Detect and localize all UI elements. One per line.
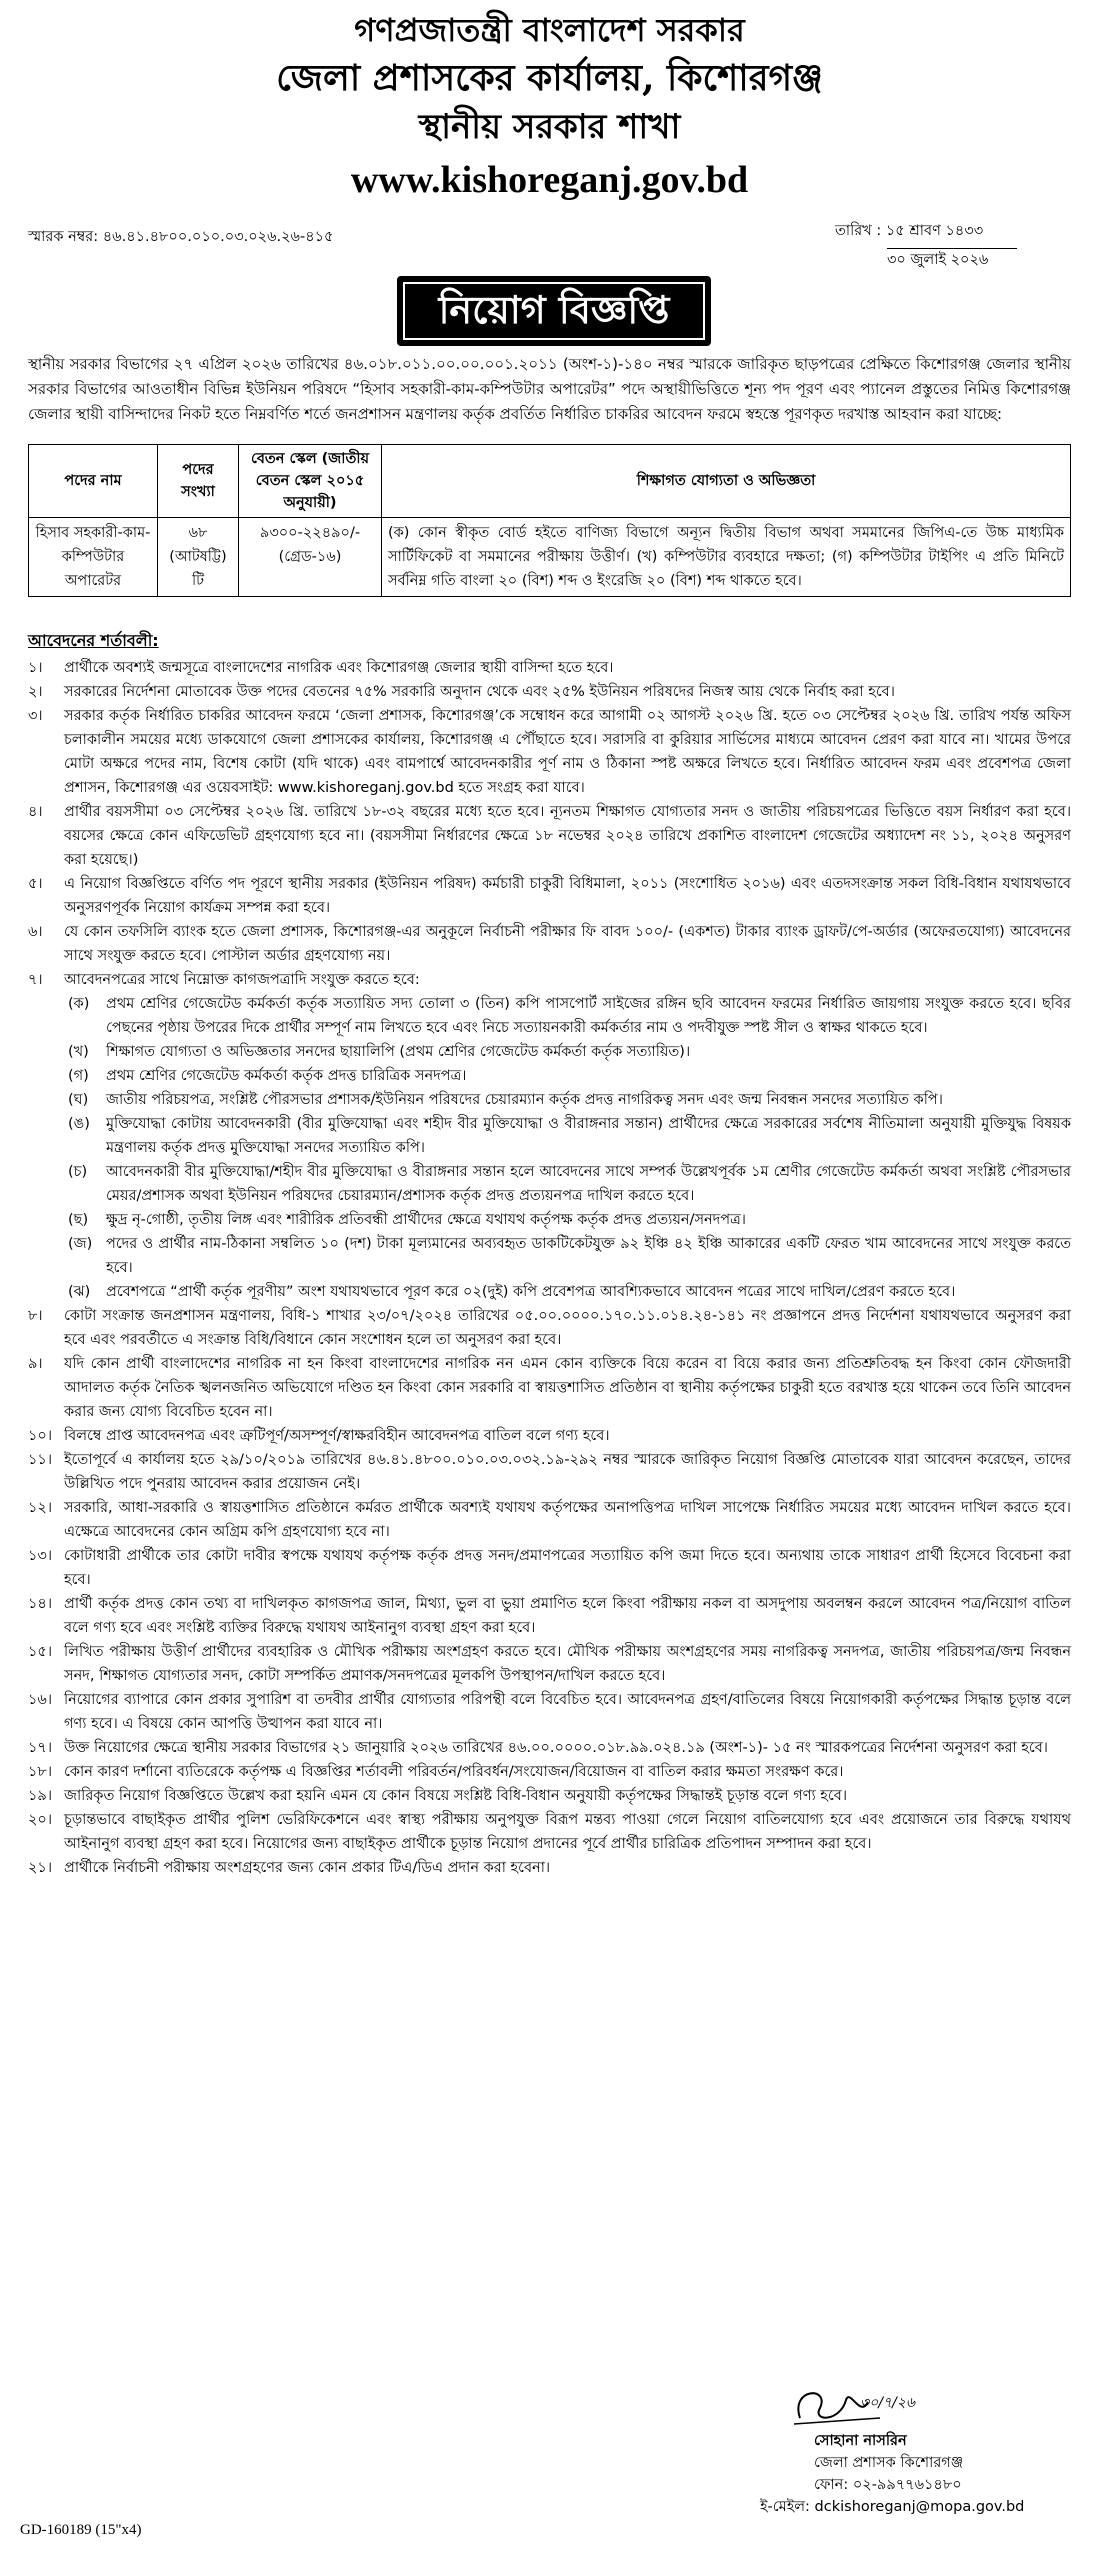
memo-number: স্মারক নম্বর: ৪৬.৪১.৪৮০০.০১০.০৩.০২৬.২৬-৪১৫ (28, 229, 334, 245)
condition-item (28, 680, 1071, 704)
condition-number: ১২। (28, 1500, 53, 1516)
condition-text: প্রার্থীকে নির্বাচনী পরীক্ষায় অংশগ্রহণের জন্য কোন প্রকার টিএ/ডিএ প্রদান করা হবেনা। (64, 1860, 551, 1876)
sub-condition-item (64, 1280, 1071, 1304)
sub-condition-text: মুক্তিযোদ্ধা কোটায় আবেদনকারী (বীর মুক্তিযোদ্ধা এবং শহীদ বীর মুক্তিযোদ্ধা ও বীরাঙ্গনার সন্তান) প্রার্থীদের ক্ষেত্রে সরকারের সর্বশেষ নীতিমালা অনুযায়ী মুক্তিযুদ্ধ বিষয়ক মন্ত্রণালয় কর্তৃক প্রদত্ত মুক্তিযোদ্ধা সনদের সত্যায়িত কপি। (106, 1116, 1071, 1156)
sub-condition-text: ক্ষুদ্র নৃ-গোষ্ঠী, তৃতীয় লিঙ্গ এবং শারীরিক প্রতিবন্ধী প্রার্থীদের ক্ষেত্রে যথাযথ কর্তৃপক্ষ কর্তৃক প্রদত্ত প্রত্যয়ন/সনদপত্র। (106, 1212, 746, 1228)
condition-number: ৩। (28, 708, 43, 724)
condition-item (28, 1544, 1071, 1592)
condition-text: যদি কোন প্রার্থী বাংলাদেশের নাগরিক না হন কিংবা বাংলাদেশের নাগরিক নন এমন কোন ব্যক্তিকে বিয়ে করেন বা বিয়ে করার জন্য প্রতিশ্রুতিবদ্ধ হন কিংবা কোন ফৌজদারী আদালত কর্তৃক নৈতিক স্খলনজনিত অভিযোগে দণ্ডিত হন কিংবা কোন সরকারি বা স্বায়ত্তশাসিত প্রতিষ্ঠান বা স্থানীয় কর্তৃপক্ষের চাকুরী হতে বরখাস্ত হয়ে থাকেন তবে তিনি আবেদন করার জন্য যোগ্য বিবেচিত হবেন না। (64, 1356, 1071, 1420)
condition-item (28, 1688, 1071, 1736)
header-post-name: পদের নাম (29, 445, 158, 518)
website-link[interactable]: www.kishoreganj.gov.bd (350, 159, 749, 201)
condition-item (28, 1592, 1071, 1640)
condition-number: ১৯। (28, 1788, 53, 1804)
condition-number: ১৫। (28, 1644, 53, 1660)
condition-text: এ নিয়োগ বিজ্ঞপ্তিতে বর্ণিত পদ পূরণে স্থানীয় সরকার (ইউনিয়ন পরিষদ) কর্মচারী চাকুরী বিধিমালা, ২০১১ (সংশোধিত ২০১৬) এবং এতদসংক্রান্ত সকল বিধি-বিধান যথাযথভাবে অনুসরণপূর্বক নিয়োগ কার্যক্রম সম্পন্ন করা হবে। (64, 876, 1071, 916)
section-title: স্থানীয় সরকার শাখা (418, 107, 681, 147)
header-qualification: শিক্ষাগত যোগ্যতা ও অভিজ্ঞতা (382, 445, 1071, 518)
condition-number: ১৭। (28, 1740, 53, 1756)
sub-condition-number: (ঝ) (68, 1284, 91, 1300)
condition-number: ১১। (28, 1452, 53, 1468)
signatory-email[interactable]: ই-মেইল: dckishoreganj@mopa.gov.bd (760, 2499, 1025, 2515)
signature-block (760, 2378, 1060, 2518)
condition-text: বিলম্বে প্রাপ্ত আবেদনপত্র এবং ত্রুটিপূর্ণ/অসম্পূর্ণ/স্বাক্ষরবিহীন আবেদনপত্র বাতিল বলে গণ্য হবে। (64, 1428, 610, 1444)
condition-item (28, 656, 1071, 680)
condition-item (28, 1736, 1071, 1760)
date-block (835, 220, 1035, 273)
condition-item (28, 1448, 1071, 1496)
header-post-count: পদের সংখ্যা (158, 445, 239, 518)
signatory-phone: ফোন: ০২-৯৯৭৭৬১৪৮০ (814, 2477, 962, 2493)
condition-item (28, 1760, 1071, 1784)
condition-item (28, 1640, 1071, 1688)
condition-number: ১৪। (28, 1596, 53, 1612)
condition-item (28, 872, 1071, 920)
condition-number: ১৬। (28, 1692, 53, 1708)
condition-text: সরকারি, আধা-সরকারি ও স্বায়ত্তশাসিত প্রতিষ্ঠানে কর্মরত প্রার্থীকে অবশ্যই যথাযথ কর্তৃপক্ষের অনাপত্তিপত্র দাখিল সাপেক্ষে নির্ধারিত সময়ের মধ্যে আবেদন দাখিল করতে হবে। এক্ষেত্রে আবেদনের কোন অগ্রিম কপি গ্রহণযোগ্য হবে না। (64, 1500, 1071, 1540)
condition-text: ইতোপূর্বে এ কার্যালয় হতে ২৯/১০/২০১৯ তারিখের ৪৬.৪১.৪৮০০.০১০.০৩.০৩২.১৯-২৯২ নম্বর স্মারকে জারিকৃত নিয়োগ বিজ্ঞপ্তি মোতাবেক যারা আবেদন করেছেন, তাদের উল্লিখিত পদে পুনরায় আবেদন করার প্রয়োজন নেই। (64, 1452, 1071, 1492)
condition-number: ১০। (28, 1428, 53, 1444)
condition-text: প্রার্থীকে অবশ্যই জন্মসূত্রে বাংলাদেশের নাগরিক এবং কিশোরগঞ্জ জেলার স্থায়ী বাসিন্দা হতে হবে। (64, 660, 614, 676)
office-title: জেলা প্রশাসকের কার্যালয়, কিশোরগঞ্জ (276, 57, 823, 99)
condition-text: কোটাধারী প্রার্থীকে তার কোটা দাবীর স্বপক্ষে যথাযথ কর্তৃপক্ষ কর্তৃক প্রদত্ত সনদ/প্রমাণপত্রের সত্যায়িত কপি জমা দিতে হবে। অন্যথায় তাকে সাধারণ প্রার্থী হিসেবে বিবেচনা করা হবে। (64, 1548, 1071, 1588)
condition-number: ৪। (28, 804, 43, 820)
sub-condition-item (64, 1208, 1071, 1232)
conditions-list (28, 656, 1071, 1880)
sub-condition-item (64, 1232, 1071, 1280)
condition-item (28, 1808, 1071, 1856)
sub-condition-item (64, 1112, 1071, 1160)
condition-text: প্রার্থী কর্তৃক প্রদত্ত কোন তথ্য বা দাখিলকৃত কাগজপত্র জাল, মিথ্যা, ভুল বা ভুয়া প্রমাণিত হলে কিংবা পরীক্ষায় নকল বা অসদুপায় অবলম্বন করলে আবেদন পত্র/নিয়োগ বাতিল বলে গণ্য হবে এবং সংশ্লিষ্ট ব্যক্তির বিরুদ্ধে যথাযথ আইনানুগ ব্যবস্থা গ্রহণ করা হবে। (64, 1596, 1071, 1636)
condition-text: উক্ত নিয়োগের ক্ষেত্রে স্থানীয় সরকার বিভাগের ২১ জানুয়ারি ২০২৬ তারিখের ৪৬.০০.০০০০.০১৮.৯৯.০২৪.১৯ (অংশ-১)- ১৫ নং স্মারকপত্রের নির্দেশনা অনুসরণ করা হবে। (64, 1740, 1048, 1756)
sub-condition-number: (ক) (68, 996, 90, 1012)
condition-text: প্রার্থীর বয়সসীমা ০৩ সেপ্টেম্বর ২০২৬ খ্রি. তারিখে ১৮-৩২ বছরের মধ্যে হতে হবে। ন্যূনতম শিক্ষাগত যোগ্যতার সনদ ও জাতীয় পরিচয়পত্রের ভিত্তিতে বয়স নির্ধারণ করা হবে। বয়সের ক্ষেত্রে কোন এফিডেভিট গ্রহণযোগ্য হবে না। (বয়সসীমা নির্ধারণের ক্ষেত্রে ১৮ নভেম্বর ২০২৪ তারিখে প্রকাশিত বাংলাদেশ গেজেটের অধ্যাদেশ নং ১১, ২০২৪ অনুসরণ করা হয়েছে।) (64, 804, 1071, 868)
condition-item (28, 704, 1071, 800)
condition-item (28, 968, 1071, 1304)
sub-condition-number: (জ) (68, 1236, 93, 1252)
sub-condition-number: (ঘ) (68, 1092, 89, 1108)
condition-text: লিখিত পরীক্ষায় উত্তীর্ণ প্রার্থীদের ব্যবহারিক ও মৌখিক পরীক্ষায় অংশগ্রহণ করতে হবে। মৌখিক পরীক্ষায় অংশগ্রহণের সময় নাগরিকত্ব সনদপত্র, জাতীয় পরিচয়পত্র/জন্ম নিবন্ধন সনদ, শিক্ষাগত যোগ্যতার সনদ, কোটা সম্পর্কিত প্রমাণক/সনদপত্রের মূলকপি উপস্থাপন/দাখিল করতে হবে। (64, 1644, 1071, 1684)
condition-number: ২। (28, 684, 43, 700)
sub-condition-item (64, 1064, 1071, 1088)
condition-text: সরকার কর্তৃক নির্ধারিত চাকরির আবেদন ফরমে ‘জেলা প্রশাসক, কিশোরগঞ্জ’কে সম্বোধন করে আগামী ০২ আগস্ট ২০২৬ খ্রি. হতে ০৩ সেপ্টেম্বর ২০২৬ খ্রি. তারিখ পর্যন্ত অফিস চলাকালীন সময়ের মধ্যে ডাকযোগে জেলা প্রশাসকের কার্যালয়, কিশোরগঞ্জ এ পৌঁছাতে হবে। সরাসরি বা কুরিয়ার সার্ভিসের মাধ্যমে আবেদন প্রেরণ করা যাবে না। খামের উপরে মোটা অক্ষরে পদের নাম, বিশেষ কোটা (যদি থাকে) এবং বামপার্শ্বে আবেদনকারীর পূর্ণ নাম ও ঠিকানা স্পষ্ট অক্ষরে লিখতে হবে। নির্ধারিত আবেদন ফরম এবং প্রবেশপত্র জেলা প্রশাসন, কিশোরগঞ্জ এর ওয়েবসাইট: www.kishoreganj.gov.bd হতে সংগ্রহ করা যাবে। (64, 708, 1071, 796)
condition-text: কোন কারণ দর্শানো ব্যতিরেকে কর্তৃপক্ষ এ বিজ্ঞপ্তির শর্তাবলী পরিবর্তন/পরিবর্ধন/সংযোজন/বিয়োজন বা বাতিল করার ক্ষমতা সংরক্ষণ করে। (64, 1764, 844, 1780)
condition-item (28, 920, 1071, 968)
sub-condition-text: পদের ও প্রার্থীর নাম-ঠিকানা সম্বলিত ১০ (দশ) টাকা মূল্যমানের অব্যবহৃত ডাকটিকেটযুক্ত ৯২ ইঞ্চি ৪২ ইঞ্চি আকারের একটি ফেরত খাম আবেদনের সাথে সংযুক্ত করতে হবে। (106, 1236, 1071, 1276)
condition-number: ৫। (28, 876, 43, 892)
condition-item (28, 1304, 1071, 1352)
sub-condition-number: (চ) (68, 1164, 88, 1180)
post-table (28, 444, 1071, 597)
sub-condition-text: শিক্ষাগত যোগ্যতা ও অভিজ্ঞতার সনদের ছায়ালিপি (প্রথম শ্রেণির গেজেটেড কর্মকর্তা কর্তৃক সত্যায়িত)। (106, 1044, 691, 1060)
condition-number: ১। (28, 660, 43, 676)
date-bangla: ১৫ শ্রাবণ ১৪৩৩ (885, 223, 984, 239)
sub-condition-number: (ঙ) (68, 1116, 90, 1132)
sub-condition-text: প্রথম শ্রেণির গেজেটেড কর্মকর্তা কর্তৃক সত্যায়িত সদ্য তোলা ৩ (তিন) কপি পাসপোর্ট সাইজের রঙ্গিন ছবি আবেদন ফরমের নির্ধারিত জায়গায় সংযুক্ত করতে হবে। ছবির পেছনের পৃষ্ঠায় উপরের দিকে প্রার্থীর সম্পূর্ণ নাম লিখতে হবে এবং নিচে সত্যায়নকারী কর্মকর্তার নাম ও পদবীযুক্ত স্পষ্ট সীল ও স্বাক্ষর থাকতে হবে। (106, 996, 1071, 1036)
condition-number: ১৩। (28, 1548, 53, 1564)
footer-code: GD-160189 (15"x4) (20, 2522, 142, 2538)
condition-number: ৯। (28, 1356, 43, 1372)
condition-text: যে কোন তফসিলি ব্যাংক হতে জেলা প্রশাসক, কিশোরগঞ্জ-এর অনুকূলে নির্বাচনী পরীক্ষার ফি বাবদ ১০০/- (একশত) টাকার ব্যাংক ড্রাফট/পে-অর্ডার (অফেরতযোগ্য) আবেদনের সাথে সংযুক্ত করতে হবে। পোস্টাল অর্ডার গ্রহণযোগ্য নয়। (64, 924, 1071, 964)
condition-number: ৭। (28, 972, 43, 988)
signatory-designation: জেলা প্রশাসক কিশোরগঞ্জ (814, 2455, 964, 2471)
condition-number: ২০। (28, 1812, 53, 1828)
sub-condition-number: (খ) (68, 1044, 89, 1060)
condition-number: ৮। (28, 1308, 43, 1324)
condition-item (28, 1784, 1071, 1808)
date-english: ৩০ জুলাই ২০২৬ (887, 248, 1017, 273)
condition-text: সরকারের নির্দেশনা মোতাবেক উক্ত পদের বেতনের ৭৫% সরকারি অনুদান থেকে এবং ২৫% ইউনিয়ন পরিষদের নিজস্ব আয় থেকে নির্বাহ করা হবে। (64, 684, 895, 700)
sub-condition-number: (গ) (68, 1068, 89, 1084)
condition-item (28, 1856, 1071, 1880)
table-header-row (29, 445, 1071, 518)
condition-item (28, 1496, 1071, 1544)
government-title: গণপ্রজাতন্ত্রী বাংলাদেশ সরকার (354, 11, 745, 49)
condition-item (28, 800, 1071, 872)
signature-image (760, 2378, 1060, 2430)
sub-condition-item (64, 1040, 1071, 1064)
sub-condition-number: (ছ) (68, 1212, 89, 1228)
sub-condition-item (64, 1088, 1071, 1112)
condition-text: কোটা সংক্রান্ত জনপ্রশাসন মন্ত্রণালয়, বিধি-১ শাখার ২৩/০৭/২০২৪ তারিখের ০৫.০০.০০০০.১৭০.১১.০১৪.২৪-১৪১ নং প্রজ্ঞাপনে প্রদত্ত নির্দেশনা যথাযথভাবে অনুসরণ করা হবে এবং পরবর্তীতে এ সংক্রান্ত বিধি/বিধানে কোন সংশোধন হলে তা অনুসরণ করা হবে। (64, 1308, 1071, 1348)
signature-date: ৩০/৭/২৬ (860, 2395, 915, 2411)
cell-qualification: (ক) কোন স্বীকৃত বোর্ড হইতে বাণিজ্য বিভাগে অন্যূন দ্বিতীয় বিভাগ অথবা সমমানের জিপিএ-তে উচ্চ মাধ্যমিক সার্টিফিকেট বা সমমানের পরীক্ষায় উত্তীর্ণ। (খ) কম্পিউটার ব্যবহারে দক্ষতা; (গ) কম্পিউটার টাইপিং এ প্রতি মিনিটে সর্বনিম্ন গতি বাংলা ২০ (বিশ) শব্দ ও ইংরেজি ২০ (বিশ) শব্দ থাকতে হবে। (382, 518, 1071, 597)
condition-number: ৬। (28, 924, 43, 940)
cell-post-name: হিসাব সহকারী-কাম-কম্পিউটার অপারেটর (29, 518, 158, 597)
sub-condition-text: আবেদনকারী বীর মুক্তিযোদ্ধা/শহীদ বীর মুক্তিযোদ্ধা ও বীরাঙ্গনার সন্তান হলে আবেদনের সাথে সম্পর্ক উল্লেখপূর্বক ১ম শ্রেণীর গেজেটেড কর্মকর্তা অথবা সংশ্লিষ্ট পৌরসভার মেয়র/প্রশাসক অথবা ইউনিয়ন পরিষদের চেয়ারম্যান/প্রশাসক কর্তৃক প্রদত্ত প্রত্যয়নপত্র দাখিল করতে হবে। (106, 1164, 1071, 1204)
sub-condition-item (64, 992, 1071, 1040)
condition-item (28, 1352, 1071, 1424)
condition-text: আবেদনপত্রের সাথে নিম্নোক্ত কাগজপত্রাদি সংযুক্ত করতে হবে: (64, 972, 420, 988)
cell-pay-scale: ৯৩০০-২২৪৯০/- (গ্রেড-১৬) (239, 518, 382, 597)
condition-number: ২১। (28, 1860, 53, 1876)
condition-text: নিয়োগের ব্যাপারে কোন প্রকার সুপারিশ বা তদবীর প্রার্থীর যোগ্যতার পরিপন্থী বলে বিবেচিত হবে। আবেদনপত্র গ্রহণ/বাতিলের বিষয়ে নিয়োগকারী কর্তৃপক্ষের সিদ্ধান্ত চূড়ান্ত বলে গণ্য হবে। এ বিষয়ে কোন আপত্তি উত্থাপন করা যাবে না। (64, 1692, 1071, 1732)
condition-number: ১৮। (28, 1764, 53, 1780)
intro-paragraph: স্থানীয় সরকার বিভাগের ২৭ এপ্রিল ২০২৬ তারিখের ৪৬.০১৮.০১১.০০.০০.০০১.২০১১ (অংশ-১)-১৪০ নম্বর স্মারকে জারিকৃত ছাড়পত্রের প্রেক্ষিতে কিশোরগঞ্জ জেলার স্থানীয় সরকার বিভাগের আওতাধীন বিভিন্ন ইউনিয়ন পরিষদে “হিসাব সহকারী-কাম-কম্পিউটার অপারেটর” পদে অস্থায়ীভিত্তিতে শূন্য পদ পূরণ এবং প্যানেল প্রস্তুতের নিমিত্ত কিশোরগঞ্জ জেলার স্থায়ী বাসিন্দাদের নিকট হতে নিম্নবর্ণিত শর্তে জনপ্রশাসন মন্ত্রণালয় কর্তৃক প্রবর্তিত নির্ধারিত চাকরির আবেদন ফরমে স্বহস্তে পূরণকৃত দরখাস্ত আহবান করা যাচ্ছে: (28, 355, 1071, 423)
condition-text: জারিকৃত নিয়োগ বিজ্ঞপ্তিতে উল্লেখ করা হয়নি এমন যে কোন বিষয়ে সংশ্লিষ্ট বিধি-বিধান অনুযায়ী কর্তৃপক্ষের সিদ্ধান্তই চূড়ান্ত বলে গণ্য হবে। (64, 1788, 848, 1804)
condition-text: চূড়ান্তভাবে বাছাইকৃত প্রার্থীর পুলিশ ভেরিফিকেশনে এবং স্বাস্থ্য পরীক্ষায় অনুপযুক্ত বিরূপ মন্তব্য পাওয়া গেলে নিয়োগ বাতিলযোগ্য হবে এবং প্রয়োজনে তার বিরুদ্ধে যথাযথ আইনানুগ ব্যবস্থা গ্রহণ করা হবে। নিয়োগের জন্য বাছাইকৃত প্রার্থীকে চূড়ান্ত নিয়োগ প্রদানের পূর্বে প্রার্থীর চারিত্রিক প্রতিপাদন সম্পাদন করা হবে। (64, 1812, 1071, 1852)
cell-post-count: ৬৮ (আটষট্টি) টি (158, 518, 239, 597)
sub-condition-text: প্রথম শ্রেণির গেজেটেড কর্মকর্তা কর্তৃক প্রদত্ত চারিত্রিক সনদপত্র। (106, 1068, 467, 1084)
table-row (29, 518, 1071, 597)
date-label: তারিখ : (835, 223, 882, 239)
notice-title: নিয়োগ বিজ্ঞপ্তি (397, 276, 711, 346)
sub-condition-text: জাতীয় পরিচয়পত্র, সংশ্লিষ্ট পৌরসভার প্রশাসক/ইউনিয়ন পরিষদের চেয়ারম্যান কর্তৃক প্রদত্ত নাগরিকত্ব সনদ এবং জন্ম নিবন্ধন সনদের সত্যায়িত কপি। (106, 1092, 943, 1108)
signatory-name: সোহানা নাসরিন (814, 2433, 907, 2449)
sub-condition-text: প্রবেশপত্রে “প্রার্থী কর্তৃক পূরণীয়” অংশ যথাযথভাবে পূরণ করে ০২(দুই) কপি প্রবেশপত্র আবশ্যিকভাবে আবেদন পত্রের সাথে দাখিল/প্রেরণ করতে হবে। (106, 1284, 956, 1300)
condition-item (28, 1424, 1071, 1448)
conditions-heading: আবেদনের শর্তাবলী: (28, 631, 159, 650)
sub-condition-item (64, 1160, 1071, 1208)
header-pay-scale: বেতন স্কেল (জাতীয় বেতন স্কেল ২০১৫ অনুযায়ী) (239, 445, 382, 518)
